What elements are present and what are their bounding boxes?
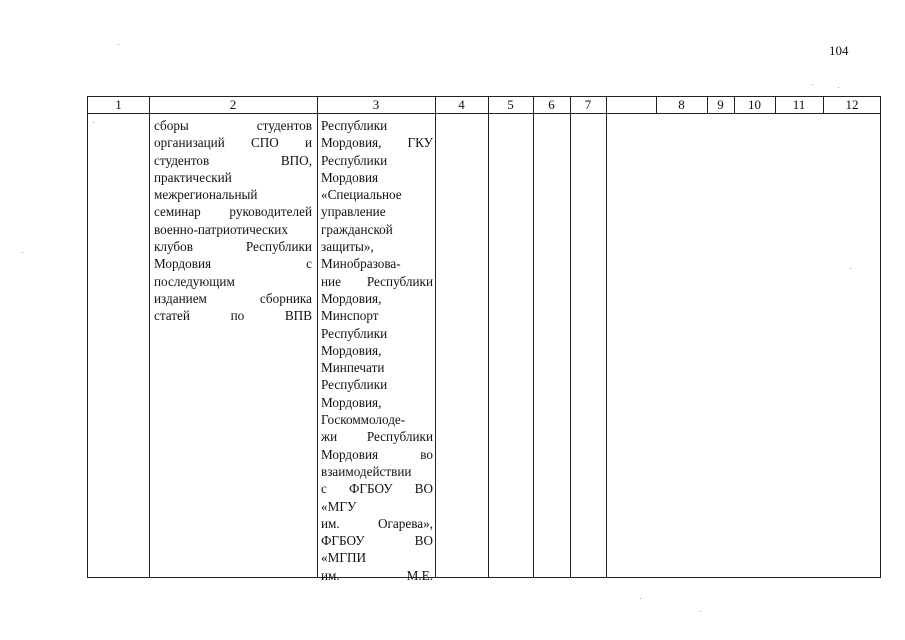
cell-line: «МГПИ xyxy=(321,550,366,566)
cell-line: Мордовия, xyxy=(321,342,382,358)
executors-cell xyxy=(321,117,433,584)
cell-line: жи Республики xyxy=(321,429,433,445)
cell-line: Мордовия с xyxy=(154,256,312,272)
cell-line: военно-патриотических xyxy=(154,221,288,237)
column-divider xyxy=(488,97,489,577)
header-separator xyxy=(88,113,880,114)
cell-line: Республики xyxy=(321,152,388,168)
column-divider xyxy=(149,97,150,577)
cell-line: Мордовия, xyxy=(321,394,382,410)
data-table xyxy=(87,96,881,583)
column-number-9: 9 xyxy=(717,97,724,112)
cell-line: Госкоммолоде- xyxy=(321,412,406,428)
cell-line: изданием сборника xyxy=(154,290,312,306)
cell-line: им. Огарева», xyxy=(321,515,433,531)
cell-line: Мордовия, xyxy=(321,290,382,306)
cell-line: Мордовия xyxy=(321,169,379,185)
cell-line: взаимодействии xyxy=(321,463,412,479)
cell-line: «Специальное xyxy=(321,187,402,203)
column-divider xyxy=(533,97,534,577)
cell-line: Минспорт xyxy=(321,308,379,324)
column-number-6: 6 xyxy=(548,97,555,112)
column-divider xyxy=(570,97,571,577)
scan-speck xyxy=(700,611,701,612)
column-number-7: 7 xyxy=(584,97,592,112)
cell-line: клубов Республики xyxy=(154,239,312,255)
cell-line: Республики xyxy=(321,118,388,133)
column-number-10: 10 xyxy=(748,97,761,112)
cell-line: практический xyxy=(154,169,232,185)
cell-line: организаций СПО и xyxy=(154,135,312,151)
column-number-2: 2 xyxy=(229,97,237,112)
cell-line: управление xyxy=(321,204,386,220)
cell-line: защиты», xyxy=(321,239,374,255)
event-description-cell xyxy=(154,117,312,325)
scan-speck xyxy=(93,122,94,123)
column-number-3: 3 xyxy=(372,97,380,112)
cell-line: Республики xyxy=(321,325,388,341)
cell-line: гражданской xyxy=(321,221,393,237)
column-divider xyxy=(435,97,436,577)
column-number-12: 12 xyxy=(845,97,859,112)
scan-speck xyxy=(640,598,641,599)
column-number-5: 5 xyxy=(507,97,514,112)
column-number-1: 1 xyxy=(115,97,122,112)
column-number-8: 8 xyxy=(678,97,685,112)
column-number-11: 11 xyxy=(792,97,806,112)
cell-line: Минпечати xyxy=(321,360,385,376)
scan-speck xyxy=(118,44,119,45)
scan-speck xyxy=(812,84,813,85)
scan-speck xyxy=(22,252,23,253)
cell-line: ФГБОУ ВО xyxy=(321,533,433,549)
cell-line: Республики xyxy=(321,377,388,393)
column-divider xyxy=(317,97,318,577)
cell-line: студентов ВПО, xyxy=(154,152,312,168)
cell-line: Минобразова- xyxy=(321,256,401,272)
cell-line: межрегиональный xyxy=(154,187,258,203)
cell-line: с ФГБОУ ВО xyxy=(321,481,433,497)
cell-line: Мордовия во xyxy=(321,446,433,462)
cell-line: последующим xyxy=(154,273,235,289)
cell-line: ние Республики xyxy=(321,273,433,289)
cell-line: статей по ВПВ xyxy=(154,308,312,324)
cell-line: Мордовия, ГКУ xyxy=(321,135,433,151)
scan-speck xyxy=(850,268,851,269)
column-number-4: 4 xyxy=(458,97,465,112)
column-divider xyxy=(606,97,607,577)
cell-line: семинар руководителей xyxy=(154,204,312,220)
cell-line: «МГУ xyxy=(321,498,357,514)
cell-line: сборы студентов xyxy=(154,118,312,133)
page-number: 104 xyxy=(829,43,849,58)
cell-line: им. М.Е. xyxy=(321,567,433,583)
scan-speck xyxy=(838,87,839,88)
